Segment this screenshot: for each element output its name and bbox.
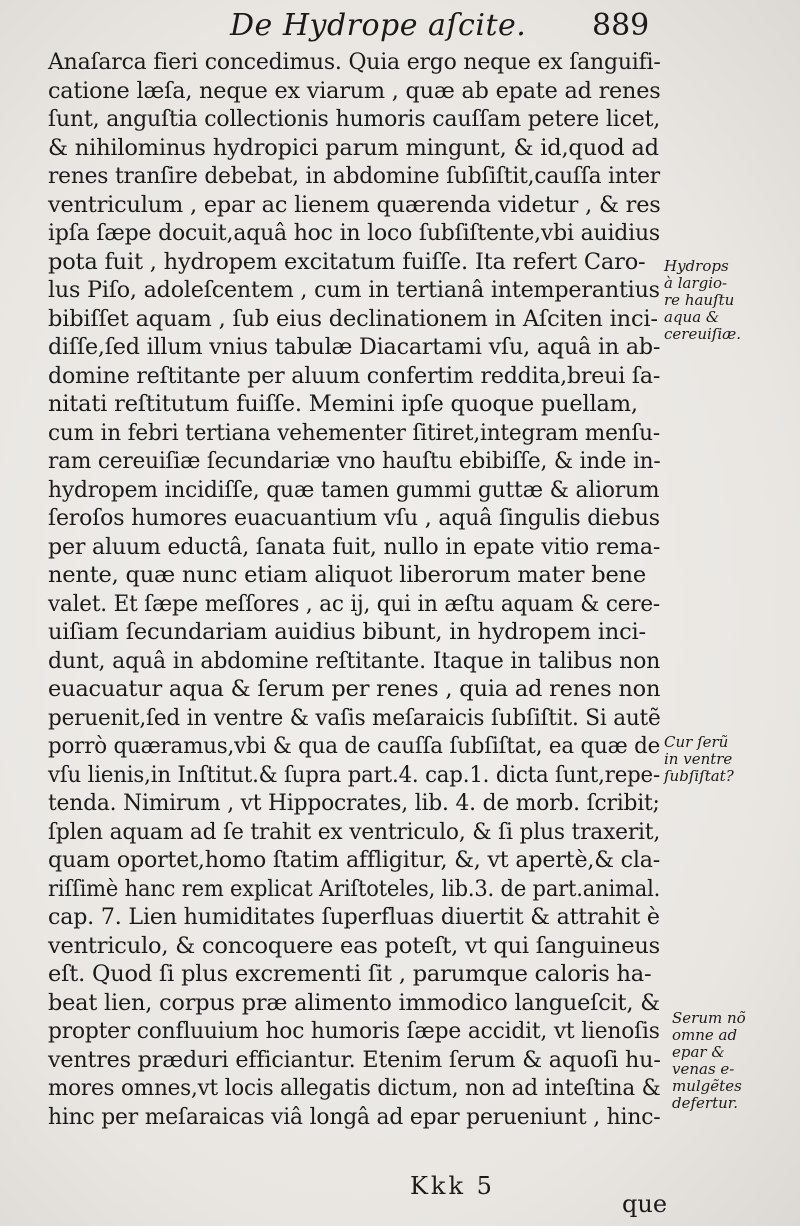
text-line: peruenit,ſed in ventre & vaſis meſaraicis ſubſiſtit. Si autẽ [48, 704, 661, 731]
text-line: domine reſtitante per aluum confertim reddita,breui ſa- [48, 362, 661, 389]
text-line: ſeroſos humores euacuantium vſu , aquâ ſingulis diebus [48, 505, 660, 531]
text-line: ram cereuiſiæ ſecundariæ vno hauſtu ebibiſſe, & inde in- [48, 448, 661, 474]
text-line: valet. Et ſæpe meſſores , ac ij, qui in æſtu aquam & cere- [48, 590, 660, 617]
margin-note-line: ſubſiſtat? [664, 767, 734, 785]
margin-note-line: venas e- [672, 1060, 735, 1078]
text-line: lus Piſo, adoleſcentem , cum in tertianâ intemperantius [48, 277, 660, 303]
margin-note-line: Hydrops [664, 257, 729, 275]
text-line: ventres præduri efficiantur. Etenim ſerum & aquoſi hu- [48, 1046, 661, 1073]
margin-note-line: aqua & [664, 308, 720, 326]
text-line: hydropem incidiſſe, quæ tamen gummi guttæ & aliorum [48, 476, 660, 503]
text-line: cap. 7. Lien humiditates ſuperfluas diuertit & attrahit è [48, 904, 660, 930]
text-line: porrò quæramus,vbi & qua de cauſſa ſubſiſtat, ea quæ de [48, 733, 661, 759]
page-number: 889 [592, 8, 650, 43]
text-line: dunt, aquâ in abdomine reſtitante. Itaque in talibus non [48, 647, 661, 674]
text-line: mores omnes,vt locis allegatis dictum, non ad inteſtina & [48, 1075, 661, 1101]
margin-note-line: Serum nõ [672, 1009, 746, 1027]
signature-mark: Kkk 5 [410, 1172, 495, 1200]
running-title: De Hydrope aſcite. [230, 8, 527, 43]
text-line: vſu lienis,in Inſtitut.& ſupra part.4. cap.1. dicta ſunt,repe- [48, 761, 660, 788]
text-line: propter confluuium hoc humoris ſæpe accidit, vt lienoſis [48, 1018, 660, 1044]
text-line: beat lien, corpus præ alimento immodico langueſcit, & [48, 989, 660, 1016]
margin-note-line: re hauſtu [664, 291, 735, 309]
margin-note-hydrops [664, 258, 741, 343]
margin-note-line: mulgẽtes [672, 1077, 742, 1095]
margin-note-line: à largio- [664, 274, 728, 292]
text-line: quam oportet,homo ſtatim affligitur, &, vt apertè,& cla- [48, 847, 661, 873]
text-line: uiſiam ſecundariam auidius bibunt, in hydropem inci- [48, 619, 646, 645]
text-line: renes tranſire debebat, in abdomine ſubſiſtit,cauſſa inter [48, 163, 660, 189]
margin-note-line: cereuiſiæ. [664, 325, 741, 343]
margin-note-line: Cur ſerũ [664, 733, 729, 751]
text-line: catione læſa, neque ex viarum , quæ ab epate ad renes [48, 77, 661, 104]
text-line: per aluum eductâ, ſanata fuit, nullo in epate vitio rema- [48, 533, 661, 560]
text-line: ipſa ſæpe docuit,aquâ hoc in loco ſubſiſtente,vbi auidius [48, 220, 661, 246]
text-line: Anaſarca fieri concedimus. Quia ergo neque ex ſanguifi- [48, 49, 661, 75]
text-line: ſplen aquam ad ſe trahit ex ventriculo, & ſi plus traxerit, [48, 818, 661, 845]
text-line: & nihilominus hydropici parum mingunt, & id,quod ad [48, 134, 659, 161]
text-line: euacuatur aqua & ſerum per renes , quia ad renes non [48, 676, 661, 702]
margin-note-line: omne ad [672, 1026, 738, 1044]
page-footer [0, 1168, 800, 1218]
main-text [48, 48, 660, 1131]
text-line: ventriculo, & concoquere eas poteſt, vt qui ſanguineus [48, 932, 660, 959]
text-line: pota fuit , hydropem excitatum fuiſſe. Ita refert Caro- [48, 248, 646, 275]
text-line: diſſe,ſed illum vnius tabulæ Diacartami vſu, aquâ in ab- [48, 334, 661, 360]
text-line: eſt. Quod ſi plus excrementi ſit , parumque caloris ha- [48, 961, 652, 987]
text-line: nente, quæ nunc etiam aliquot liberorum mater bene [48, 562, 646, 588]
text-line: cum in febri tertiana vehementer ſitiret,integram menſu- [48, 419, 660, 446]
catchword: que [622, 1190, 668, 1218]
text-line: nitati reſtitutum fuiſſe. Memini ipſe quoque puellam, [48, 391, 638, 417]
margin-note-line: defertur. [672, 1094, 739, 1112]
text-line: ſunt, anguſtia collectionis humoris cauſſam petere licet, [48, 106, 661, 132]
margin-note-cur-serum [664, 734, 734, 785]
text-line: tenda. Nimirum , vt Hippocrates, lib. 4. de morb. ſcribit; [48, 790, 660, 816]
text-line: hinc per meſaraicas viâ longâ ad epar perueniunt , hinc- [48, 1103, 661, 1130]
margin-note-serum-non-omne [672, 1010, 746, 1112]
page-header [0, 6, 800, 46]
text-line: riſſimè hanc rem explicat Ariſtoteles, lib.3. de part.animal. [48, 875, 661, 902]
margin-note-line: in ventre [664, 750, 733, 768]
text-line: bibiſſet aquam , ſub eius declinationem in Aſciten inci- [48, 305, 658, 332]
text-line: ventriculum , epar ac lienem quærenda videtur , & res [48, 191, 661, 218]
margin-note-line: epar & [672, 1043, 725, 1061]
